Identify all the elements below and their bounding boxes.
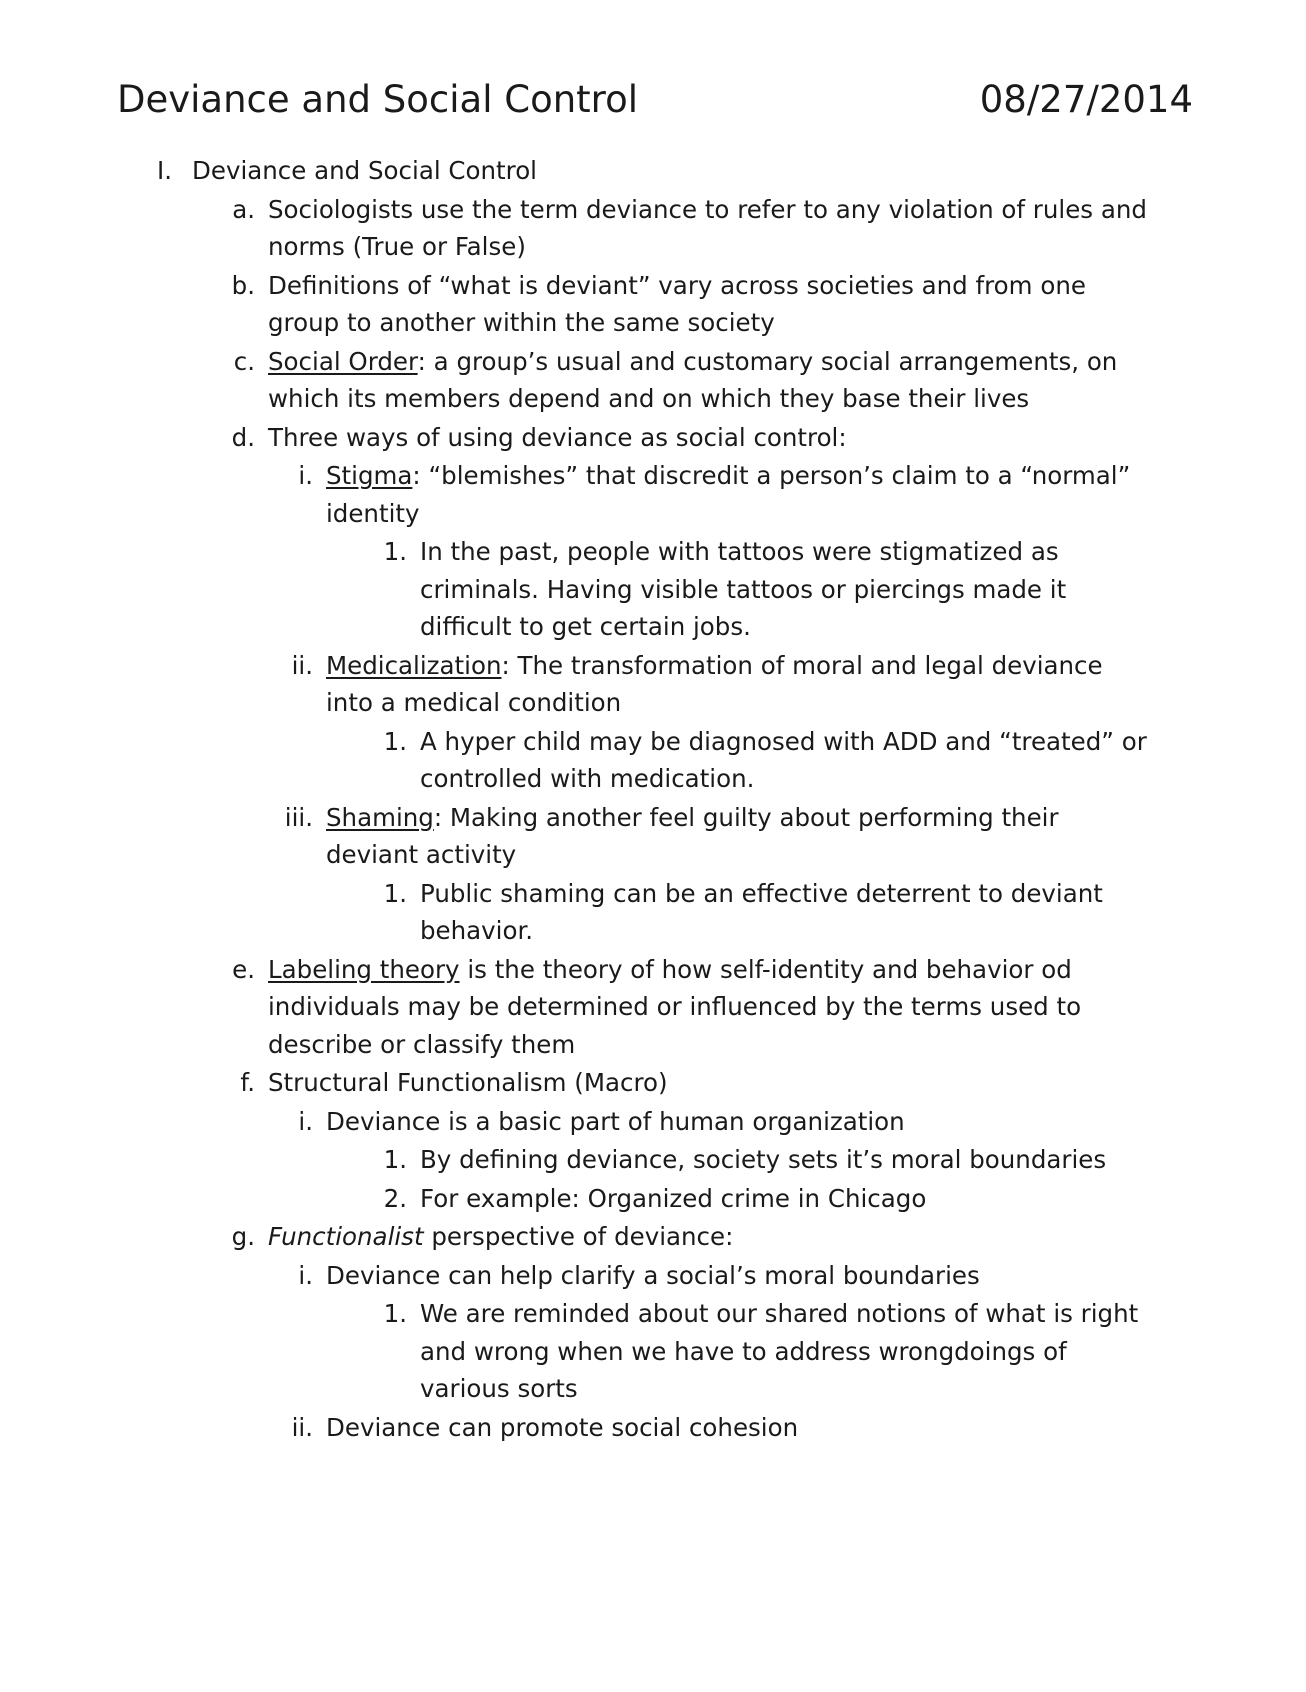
outline-item-d-i-1: [0, 533, 1306, 646]
outline-item-text: : Making another feel guilty about performing their deviant activity: [326, 802, 1059, 869]
outline-item-content: [326, 799, 1146, 874]
outline-item-text: : a group’s usual and customary social arrangements, on which its members depend and on which they base their lives: [268, 346, 1118, 413]
outline-item-text: perspective of deviance:: [423, 1222, 734, 1251]
document-header: [117, 72, 1193, 128]
list-marker: a.: [232, 194, 255, 224]
outline-item-text: By defining deviance, society sets it’s moral boundaries: [420, 1145, 1107, 1174]
outline-item-content: [268, 951, 1148, 1064]
outline-item-content: [268, 1218, 1148, 1256]
outline-item-e: [0, 951, 1306, 1064]
outline-item-text: Sociologists use the term deviance to refer to any violation of rules and norms (True or False): [268, 194, 1147, 261]
outline-item-f-i: [0, 1103, 1306, 1141]
outline-item-text: Three ways of using deviance as social control:: [268, 422, 847, 452]
outline-item-content: [326, 647, 1146, 722]
list-marker: 1.: [383, 537, 407, 566]
outline-item-g: [0, 1218, 1306, 1256]
list-marker: e.: [232, 954, 255, 984]
term-labeling-theory: Labeling theory: [268, 954, 460, 984]
outline-item-text: Structural Functionalism (Macro): [268, 1068, 668, 1097]
outline-item-d-iii-1: [0, 875, 1306, 950]
outline-item-d-ii-1: [0, 723, 1306, 798]
term-stigma: Stigma: [326, 461, 413, 490]
outline-item-text: For example: Organized crime in Chicago: [420, 1183, 927, 1213]
list-marker: i.: [298, 1260, 313, 1290]
document-date: 08/27/2014: [979, 78, 1193, 121]
outline-item-text: Deviance can promote social cohesion: [326, 1412, 799, 1442]
outline-item-text: A hyper child may be diagnosed with ADD and “treated” or controlled with medication.: [420, 726, 1147, 793]
outline-item-text: : The transformation of moral and legal deviance into a medical condition: [326, 650, 1103, 717]
outline-item-text: In the past, people with tattoos were stigmatized as criminals. Having visible tattoos or piercings made it difficult to get certain jobs.: [420, 537, 1067, 641]
outline-item-f: [0, 1064, 1306, 1102]
list-marker: i.: [298, 1106, 313, 1136]
outline-item-d-iii: [0, 799, 1306, 874]
outline-item-content: [326, 457, 1146, 532]
outline-item-g-i-1: [0, 1295, 1306, 1408]
list-marker: 1.: [383, 726, 407, 756]
outline: [0, 152, 1306, 1447]
outline-item-c: [0, 343, 1306, 418]
list-marker: d.: [231, 422, 255, 452]
list-marker: b.: [231, 270, 255, 300]
outline-item-f-i-1: [0, 1141, 1306, 1179]
outline-item-text: Deviance and Social Control: [192, 156, 537, 185]
list-marker: 1.: [383, 1145, 407, 1174]
outline-item-b: [0, 267, 1306, 342]
outline-item-f-i-2: [0, 1180, 1306, 1218]
outline-item-text: Public shaming can be an effective deterrent to deviant behavior.: [420, 878, 1103, 945]
term-functionalist: Functionalist: [268, 1222, 424, 1251]
outline-item-g-i: [0, 1257, 1306, 1295]
list-marker: 1.: [383, 1299, 407, 1328]
outline-item-d: [0, 419, 1306, 457]
outline-item-I: [0, 152, 1306, 190]
outline-item-text: Deviance is a basic part of human organization: [326, 1106, 905, 1136]
term-social-order: Social Order: [268, 346, 418, 376]
list-marker: ii.: [291, 1412, 313, 1442]
outline-item-text: Definitions of “what is deviant” vary across societies and from one group to another within the same society: [268, 270, 1086, 337]
outline-item-text: is the theory of how self-identity and behavior od individuals may be determined or influenced by the terms used to describe or classify them: [268, 954, 1082, 1059]
outline-item-text: Deviance can help clarify a social’s moral boundaries: [326, 1260, 980, 1290]
list-marker: iii.: [284, 802, 313, 832]
term-shaming: Shaming: [326, 802, 434, 832]
outline-item-d-ii: [0, 647, 1306, 722]
list-marker: g.: [231, 1222, 255, 1251]
list-marker: 1.: [383, 878, 407, 908]
list-marker: f.: [240, 1068, 255, 1097]
list-marker: i.: [298, 461, 313, 490]
outline-item-a: [0, 191, 1306, 266]
outline-item-d-i: [0, 457, 1306, 532]
outline-item-text: : “blemishes” that discredit a person’s claim to a “normal” identity: [326, 461, 1131, 528]
list-marker: c.: [233, 346, 255, 376]
outline-item-content: [268, 343, 1148, 418]
outline-item-g-ii: [0, 1409, 1306, 1447]
list-marker: 2.: [383, 1183, 407, 1213]
list-marker: I.: [156, 156, 172, 185]
document-title: Deviance and Social Control: [117, 78, 638, 121]
outline-item-text: We are reminded about our shared notions of what is right and wrong when we have to address wrongdoings of various sorts: [420, 1299, 1139, 1403]
list-marker: ii.: [291, 650, 313, 680]
term-medicalization: Medicalization: [326, 650, 502, 680]
